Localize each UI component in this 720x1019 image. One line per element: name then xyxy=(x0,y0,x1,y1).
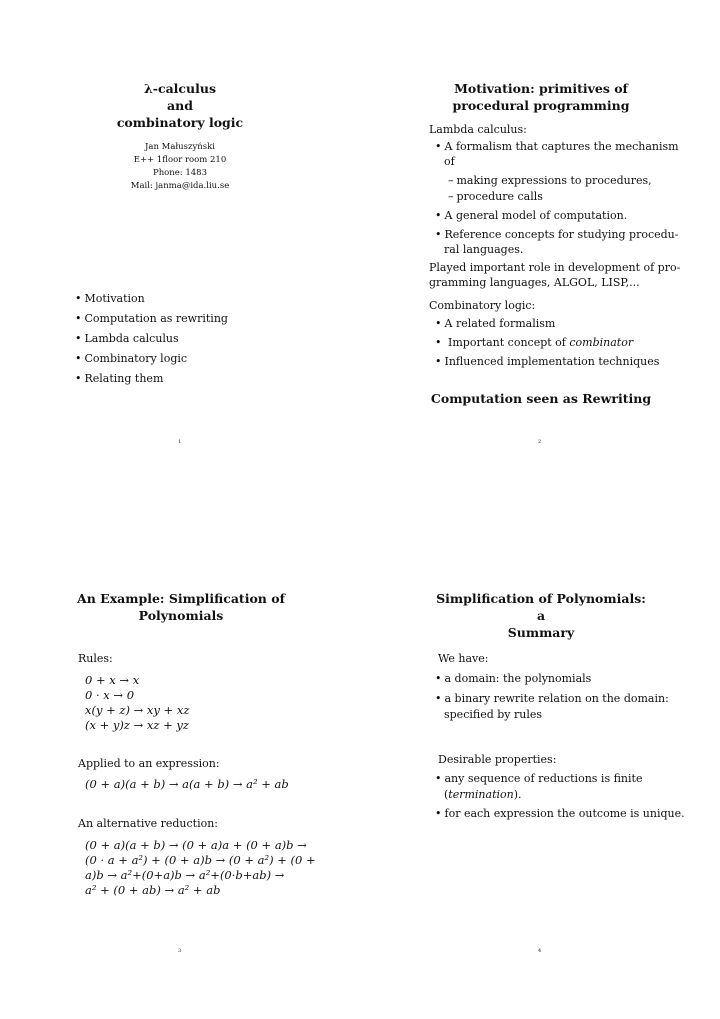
alt-line: (0 · a + a²) + (0 + a)b → (0 + a²) + (0 + xyxy=(85,853,316,867)
bullet-item: • a domain: the polynomials xyxy=(435,671,591,687)
bullet-item: • Combinatory logic xyxy=(75,351,187,367)
author-block xyxy=(80,141,280,193)
title-line: Summary xyxy=(507,625,575,640)
bullet-item: • Lambda calculus xyxy=(75,331,179,347)
slide-4-title xyxy=(430,590,652,641)
rule-line: 0 · x → 0 xyxy=(85,688,135,702)
title-line: Polynomials xyxy=(138,608,224,623)
title-line: λ-calculus xyxy=(144,81,216,96)
bullet-continuation: of xyxy=(444,155,455,168)
title-line: procedural programming xyxy=(452,98,630,113)
alt-line: a² + (0 + ab) → a² + ab xyxy=(85,883,221,897)
bullet-item: • for each expression the outcome is unique. xyxy=(435,806,685,822)
rules-label: Rules: xyxy=(78,652,113,665)
bullet-continuation: (termination). xyxy=(444,788,522,801)
bullet-item: • Influenced implementation techniques xyxy=(435,354,659,370)
author-room: E++ 1floor room 210 xyxy=(133,155,227,165)
dash-item: – making expressions to procedures, xyxy=(448,173,652,189)
slide-2-subtitle: Computation seen as Rewriting xyxy=(430,391,652,406)
author-phone: Phone: 1483 xyxy=(152,168,207,178)
slide-1-title xyxy=(80,80,280,131)
title-line: Simplification of Polynomials: a xyxy=(436,591,646,623)
bullet-item: • Reference concepts for studying procedu- xyxy=(435,227,678,243)
applied-expression: (0 + a)(a + b) → a(a + b) → a² + ab xyxy=(85,777,289,791)
emphasis-term: termination xyxy=(448,788,514,801)
bullet-item xyxy=(435,335,633,351)
page-number: 3 xyxy=(178,948,182,954)
bullet-item: • Computation as rewriting xyxy=(75,311,228,327)
paragraph-line: Played important role in development of pro- xyxy=(429,261,681,274)
alt-label: An alternative reduction: xyxy=(78,817,218,830)
bullet-item: • A related formalism xyxy=(435,316,555,332)
title-line: combinatory logic xyxy=(116,115,244,130)
emphasis-term: combinator xyxy=(569,336,634,349)
page-number: 2 xyxy=(538,439,542,445)
bullet-item: • any sequence of reductions is finite xyxy=(435,771,642,787)
author-mail: Mail: janma@ida.liu.se xyxy=(130,181,230,191)
paragraph-line: gramming languages, ALGOL, LISP,... xyxy=(429,276,640,289)
bullet-item: • A formalism that captures the mechanism xyxy=(435,139,679,155)
dash-item: – procedure calls xyxy=(448,189,543,205)
desirable-label: Desirable properties: xyxy=(438,753,557,766)
section-label: Combinatory logic: xyxy=(429,299,536,312)
section-label: Lambda calculus: xyxy=(429,123,527,136)
page-number: 4 xyxy=(538,948,542,954)
author-name: Jan Małuszyński xyxy=(144,142,215,152)
rule-line: (x + y)z → xz + yz xyxy=(85,718,189,732)
applied-label: Applied to an expression: xyxy=(78,757,220,770)
slide-3-title xyxy=(75,590,287,624)
bullet-text: Important concept of xyxy=(448,336,566,349)
title-line: and xyxy=(167,98,193,113)
we-have-label: We have: xyxy=(438,652,489,665)
bullet-item: • A general model of computation. xyxy=(435,208,627,224)
rule-line: x(y + z) → xy + xz xyxy=(85,703,190,717)
slide-2-title xyxy=(430,80,652,114)
bullet-item: • Motivation xyxy=(75,291,145,307)
rule-line: 0 + x → x xyxy=(85,673,140,687)
bullet-item: • Relating them xyxy=(75,371,163,387)
title-line: Motivation: primitives of xyxy=(454,81,628,96)
page-number: 1 xyxy=(178,439,182,445)
title-line: An Example: Simplification of xyxy=(77,591,285,606)
bullet-item: • a binary rewrite relation on the domain: xyxy=(435,691,669,707)
bullet-continuation: ral languages. xyxy=(444,243,524,256)
alt-line: (0 + a)(a + b) → (0 + a)a + (0 + a)b → xyxy=(85,838,307,852)
alt-line: a)b → a²+(0+a)b → a²+(0·b+ab) → xyxy=(85,868,285,882)
bullet-continuation: specified by rules xyxy=(444,708,543,721)
